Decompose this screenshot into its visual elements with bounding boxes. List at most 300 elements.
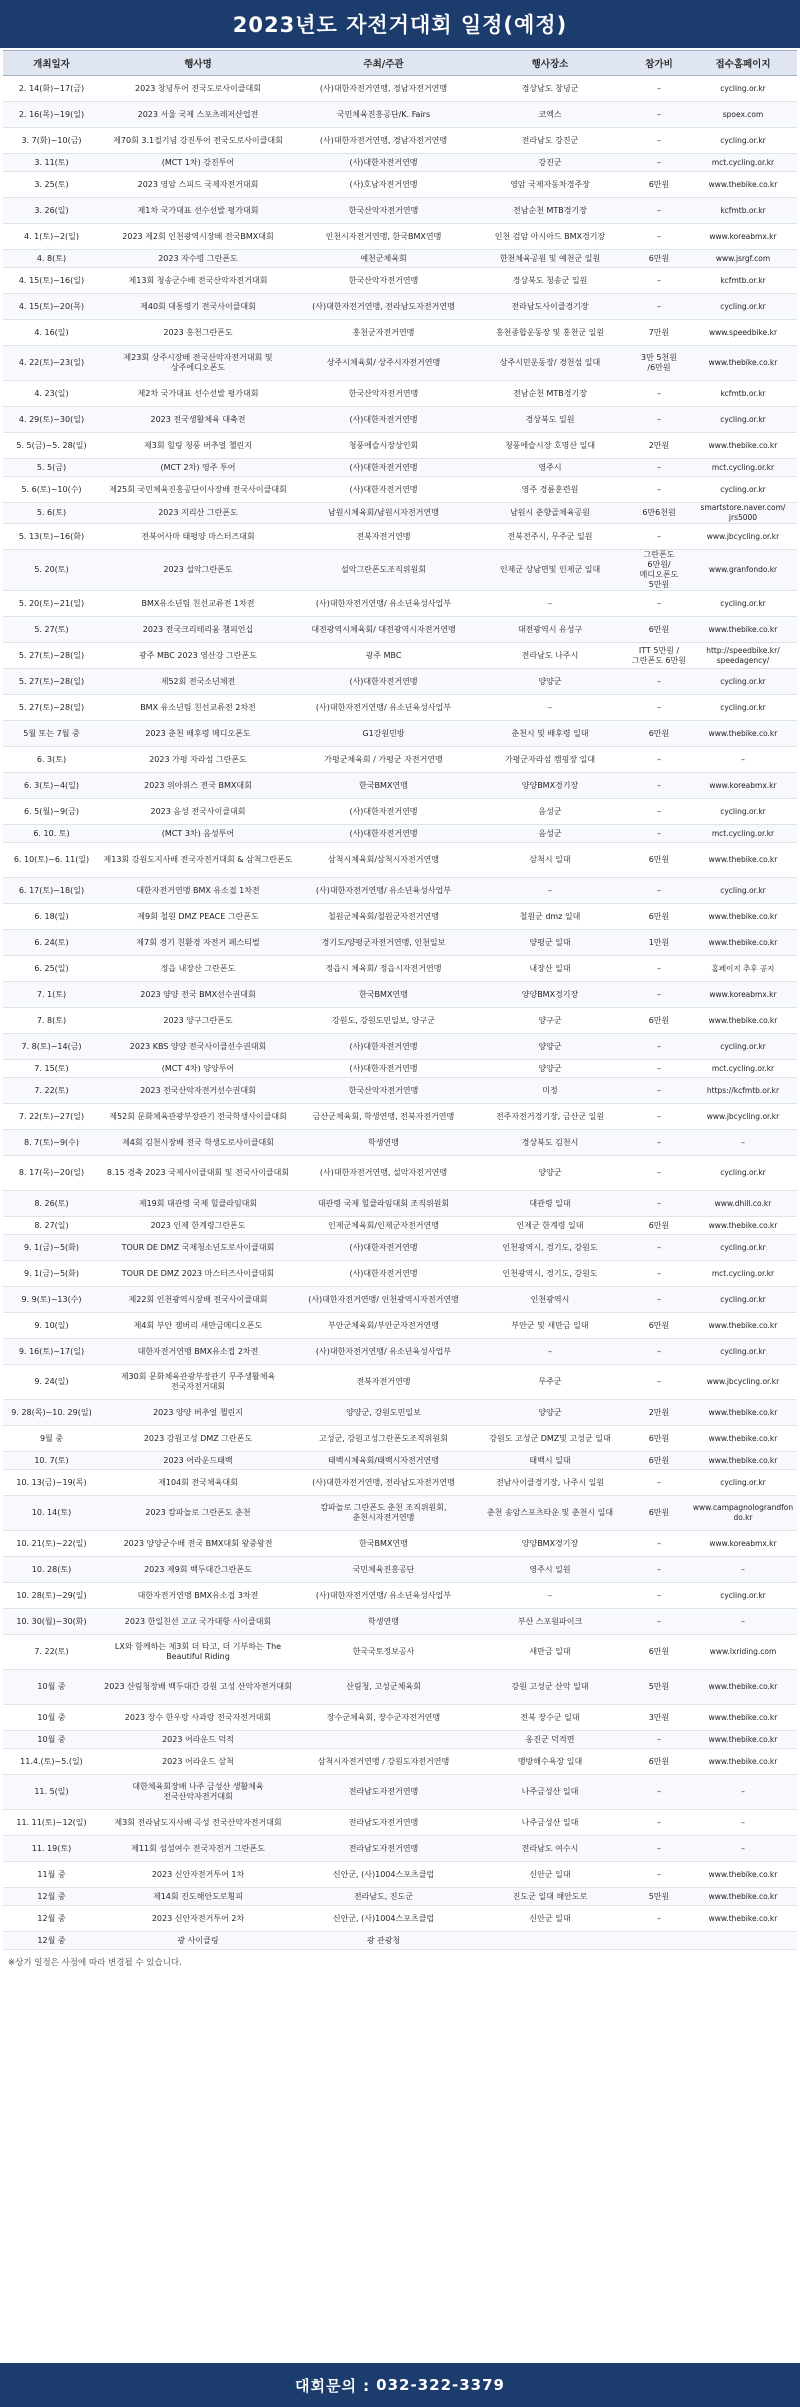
cell-event: LX와 함께하는 제3회 더 타고, 더 기부하는 The Beautiful Riding <box>100 1635 296 1670</box>
cell-event: 2023 강원고성 DMZ 그란폰도 <box>100 1426 296 1452</box>
cell-website[interactable]: www.thebike.co.kr <box>689 1008 797 1034</box>
column-header-fee: 참가비 <box>629 51 689 76</box>
cell-date: 10. 21(토)~22(일) <box>3 1531 100 1557</box>
cell-organizer: 전라남도, 진도군 <box>296 1888 471 1906</box>
cell-date: 9. 1(금)~5(화) <box>3 1261 100 1287</box>
cell-organizer: 전라남도자전거연맹 <box>296 1836 471 1862</box>
cell-website[interactable]: www.thebike.co.kr <box>689 172 797 198</box>
cell-fee: 2만원 <box>629 1400 689 1426</box>
cell-venue: 전남사이클경기장, 나주시 일원 <box>471 1470 629 1496</box>
cell-website[interactable]: www.thebike.co.kr <box>689 433 797 459</box>
cell-event: 2023 어라운드 삼척 <box>100 1749 296 1775</box>
cell-venue: 신안군 일대 <box>471 1906 629 1932</box>
cell-venue: 새만금 일대 <box>471 1635 629 1670</box>
cell-event: (MCT 4차) 양양투어 <box>100 1060 296 1078</box>
cell-fee: – <box>629 407 689 433</box>
cell-event: 대한자전거연맹 BMX유소접 2차전 <box>100 1339 296 1365</box>
cell-website[interactable]: – <box>689 1557 797 1583</box>
cell-website[interactable]: www.koreabmx.kr <box>689 773 797 799</box>
cell-date: 4. 22(토)~23(일) <box>3 346 100 381</box>
cell-event: 대한자전거연맹 BMX유소접 3차전 <box>100 1583 296 1609</box>
cell-website[interactable]: www.thebike.co.kr <box>689 721 797 747</box>
table-row <box>3 591 797 617</box>
cell-date: 11. 11(토)~12(일) <box>3 1810 100 1836</box>
cell-website[interactable]: – <box>689 1609 797 1635</box>
cell-date: 5. 27(토)~28(일) <box>3 695 100 721</box>
cell-date: 4. 15(토)~20(목) <box>3 294 100 320</box>
cell-organizer: (사)대한자전거연맹/ 유소년육성사업부 <box>296 1339 471 1365</box>
cell-website[interactable]: www.thebike.co.kr <box>689 1906 797 1932</box>
cell-event: TOUR DE DMZ 2023 마스터즈사이클대회 <box>100 1261 296 1287</box>
cell-venue: – <box>471 1583 629 1609</box>
cell-website[interactable]: www.granfondo.kr <box>689 550 797 591</box>
cell-website[interactable]: kcfmtb.or.kr <box>689 268 797 294</box>
table-row <box>3 1470 797 1496</box>
cell-website[interactable]: www.jsrgf.com <box>689 250 797 268</box>
cell-website[interactable]: www.thebike.co.kr <box>689 843 797 878</box>
cell-organizer: 홍천군자전거연맹 <box>296 320 471 346</box>
cell-website[interactable]: mct.cycling.or.kr <box>689 825 797 843</box>
cell-venue: 태백시 일대 <box>471 1452 629 1470</box>
cell-website[interactable]: cycling.or.kr <box>689 669 797 695</box>
cell-venue: 양평군 일대 <box>471 930 629 956</box>
cell-organizer: (사)대한자전거연맹/ 유소년육성사업부 <box>296 1583 471 1609</box>
cell-organizer <box>296 1731 471 1749</box>
column-header-event: 행사명 <box>100 51 296 76</box>
cell-date: 5월 또는 7월 중 <box>3 721 100 747</box>
cell-fee: – <box>629 591 689 617</box>
cell-fee: – <box>629 878 689 904</box>
cell-fee: 2만원 <box>629 433 689 459</box>
cell-venue: 부안군 및 새만금 일대 <box>471 1313 629 1339</box>
cell-website[interactable]: www.thebike.co.kr <box>689 1670 797 1705</box>
cell-website[interactable]: – <box>689 1775 797 1810</box>
cell-organizer: 국민체육진흥공단/K. Fairs <box>296 102 471 128</box>
cell-date: 4. 23(일) <box>3 381 100 407</box>
cell-website[interactable]: mct.cycling.or.kr <box>689 1261 797 1287</box>
cell-fee: 3만 5천원 /6만원 <box>629 346 689 381</box>
cell-organizer: 삼척시자전거연맹 / 강원도자전거연맹 <box>296 1749 471 1775</box>
cell-venue: 전주자전거경기장, 금산군 일원 <box>471 1104 629 1130</box>
cell-website[interactable]: – <box>689 1836 797 1862</box>
cell-venue: 전북전주시, 무주군 일원 <box>471 524 629 550</box>
cell-organizer: 대전광역시체육회/ 대전광역시자전거연맹 <box>296 617 471 643</box>
cell-fee: – <box>629 982 689 1008</box>
cell-venue: 영주시 <box>471 459 629 477</box>
cell-organizer: (사)대한자전거연맹, 전라남도자전거연맹 <box>296 1470 471 1496</box>
schedule-table <box>3 50 797 1950</box>
cell-fee: – <box>629 1130 689 1156</box>
cell-fee: 6만원 <box>629 1217 689 1235</box>
cell-venue: 춘천시 및 배후령 일대 <box>471 721 629 747</box>
cell-venue: 신안군 일대 <box>471 1862 629 1888</box>
cell-venue: 삼척시 일대 <box>471 843 629 878</box>
cell-fee: 3만원 <box>629 1705 689 1731</box>
cell-website[interactable]: www.thebike.co.kr <box>689 1217 797 1235</box>
cell-website[interactable]: mct.cycling.or.kr <box>689 459 797 477</box>
schedule-table-wrap <box>0 48 800 1950</box>
table-row <box>3 1862 797 1888</box>
cell-fee: – <box>629 294 689 320</box>
cell-fee: 6만원 <box>629 721 689 747</box>
table-row <box>3 799 797 825</box>
cell-website[interactable]: smartstore.naver.com/ jrs5000 <box>689 503 797 524</box>
table-row <box>3 477 797 503</box>
cell-website[interactable]: www.koreabmx.kr <box>689 982 797 1008</box>
cell-date: 12월 중 <box>3 1932 100 1950</box>
cell-organizer: 전북자전거연맹 <box>296 524 471 550</box>
cell-website[interactable]: www.jbcycling.or.kr <box>689 1104 797 1130</box>
cell-website[interactable]: spoex.com <box>689 102 797 128</box>
cell-website[interactable]: 홈페이지 추후 공지 <box>689 956 797 982</box>
cell-date: 6. 5(월)~9(금) <box>3 799 100 825</box>
cell-organizer: (사)대한자전거연맹/ 유소년육성사업부 <box>296 695 471 721</box>
table-row <box>3 982 797 1008</box>
cell-website[interactable]: cycling.or.kr <box>689 878 797 904</box>
cell-website[interactable]: – <box>689 1130 797 1156</box>
cell-event: 제13회 청송군수배 전국산악자전거대회 <box>100 268 296 294</box>
cell-fee: – <box>629 1339 689 1365</box>
cell-date: 8. 7(토)~9(수) <box>3 1130 100 1156</box>
cell-website[interactable]: www.thebike.co.kr <box>689 617 797 643</box>
cell-fee: 6만원 <box>629 1313 689 1339</box>
table-row <box>3 1078 797 1104</box>
table-row <box>3 172 797 198</box>
cell-fee: 6만원 <box>629 1749 689 1775</box>
cell-fee: – <box>629 102 689 128</box>
contact-label: 대회문의 : <box>294 2376 371 2395</box>
cell-event: 전북어사마 태평양 마스터즈대회 <box>100 524 296 550</box>
table-row <box>3 1313 797 1339</box>
cell-website[interactable]: www.koreabmx.kr <box>689 1531 797 1557</box>
cell-website[interactable]: cycling.or.kr <box>689 1339 797 1365</box>
cell-website[interactable]: www.thebike.co.kr <box>689 1400 797 1426</box>
cell-date: 3. 11(토) <box>3 154 100 172</box>
cell-organizer: 학생연맹 <box>296 1130 471 1156</box>
table-row <box>3 1557 797 1583</box>
cell-event: 2023 창녕투어 전국도로사이클대회 <box>100 76 296 102</box>
table-row <box>3 1731 797 1749</box>
cell-website[interactable]: www.speedbike.kr <box>689 320 797 346</box>
cell-event: BMX 유소년팀 친선교류전 2차전 <box>100 695 296 721</box>
cell-website[interactable]: – <box>689 747 797 773</box>
table-row <box>3 1235 797 1261</box>
cell-date: 10. 7(토) <box>3 1452 100 1470</box>
cell-website[interactable] <box>689 1932 797 1950</box>
table-row <box>3 878 797 904</box>
cell-fee: – <box>629 1235 689 1261</box>
cell-event: 2023 KBS 양양 전국사이클선수권대회 <box>100 1034 296 1060</box>
cell-venue: 양양BMX경기장 <box>471 982 629 1008</box>
table-row <box>3 1130 797 1156</box>
cell-website[interactable]: cycling.or.kr <box>689 591 797 617</box>
cell-organizer: 경기도/양평군자전거연맹, 인천일보 <box>296 930 471 956</box>
cell-website[interactable]: www.thebike.co.kr <box>689 1705 797 1731</box>
cell-venue: 무주군 <box>471 1365 629 1400</box>
cell-organizer: 가평군체육회 / 가평군 자전거연맹 <box>296 747 471 773</box>
cell-event: 제30회 문화체육관광부장관기 무주생활체육 전국자전거대회 <box>100 1365 296 1400</box>
cell-fee: – <box>629 1156 689 1191</box>
cell-venue: – <box>471 1339 629 1365</box>
cell-website[interactable]: cycling.or.kr <box>689 294 797 320</box>
cell-organizer: (사)대한자전거연맹 <box>296 154 471 172</box>
cell-date: 11. 5(일) <box>3 1775 100 1810</box>
cell-date: 11.4.(토)~5.(일) <box>3 1749 100 1775</box>
cell-date: 12월 중 <box>3 1888 100 1906</box>
cell-website[interactable]: cycling.or.kr <box>689 1583 797 1609</box>
table-row <box>3 503 797 524</box>
cell-fee: – <box>629 1557 689 1583</box>
cell-venue: 옹진군 덕적면 <box>471 1731 629 1749</box>
cell-fee: 6만원 <box>629 617 689 643</box>
cell-website[interactable]: mct.cycling.or.kr <box>689 1060 797 1078</box>
cell-organizer: 한국산악자전거연맹 <box>296 268 471 294</box>
cell-fee: – <box>629 76 689 102</box>
cell-event: 2023 설악그란폰도 <box>100 550 296 591</box>
cell-website[interactable]: mct.cycling.or.kr <box>689 154 797 172</box>
table-row <box>3 1426 797 1452</box>
cell-website[interactable]: www.thebike.co.kr <box>689 1452 797 1470</box>
cell-fee <box>629 1932 689 1950</box>
cell-organizer: 한국BMX연맹 <box>296 1531 471 1557</box>
cell-fee: – <box>629 669 689 695</box>
cell-event: 제13회 강원도지사배 전국자전거대회 & 삼척그란폰도 <box>100 843 296 878</box>
cell-date: 9월 중 <box>3 1426 100 1452</box>
cell-website[interactable]: www.thebike.co.kr <box>689 1313 797 1339</box>
table-row <box>3 1496 797 1531</box>
cell-organizer: 부안군체육회/부안군자전거연맹 <box>296 1313 471 1339</box>
cell-event: 제14회 진도해안도로횡피 <box>100 1888 296 1906</box>
cell-fee: – <box>629 1261 689 1287</box>
table-row <box>3 1888 797 1906</box>
cell-fee: – <box>629 1775 689 1810</box>
cell-event: 대한체육회장배 나주 금성산 생활체육 전국산악자전거대회 <box>100 1775 296 1810</box>
cell-venue: 양양BMX경기장 <box>471 773 629 799</box>
cell-fee: – <box>629 1731 689 1749</box>
cell-fee: – <box>629 1078 689 1104</box>
cell-venue: 나주금성산 일대 <box>471 1810 629 1836</box>
table-row <box>3 154 797 172</box>
cell-date: 4. 16(일) <box>3 320 100 346</box>
cell-fee: – <box>629 1862 689 1888</box>
cell-fee: – <box>629 1287 689 1313</box>
table-row <box>3 550 797 591</box>
cell-website[interactable]: cycling.or.kr <box>689 695 797 721</box>
cell-event: 제4회 부안 잼버리 새만금메디오폰도 <box>100 1313 296 1339</box>
header-row <box>3 51 797 76</box>
table-row <box>3 843 797 878</box>
cell-website[interactable]: www.thebike.co.kr <box>689 1426 797 1452</box>
cell-date: 11. 19(토) <box>3 1836 100 1862</box>
cell-event: 제2차 국가대표 선수선발 평가대회 <box>100 381 296 407</box>
cell-website[interactable]: www.jbcycling.or.kr <box>689 1365 797 1400</box>
cell-fee: – <box>629 747 689 773</box>
cell-date: 7. 8(토) <box>3 1008 100 1034</box>
cell-website[interactable]: www.lxriding.com <box>689 1635 797 1670</box>
cell-event: 2023 장수 한우랑 사과랑 전국자전거대회 <box>100 1705 296 1731</box>
table-row <box>3 1156 797 1191</box>
cell-organizer: (사)대한자전거연맹 <box>296 407 471 433</box>
cell-website[interactable]: cycling.or.kr <box>689 1034 797 1060</box>
cell-venue: 영주시 일원 <box>471 1557 629 1583</box>
cell-venue: 경상북도 김천시 <box>471 1130 629 1156</box>
cell-date: 4. 8(토) <box>3 250 100 268</box>
cell-website[interactable]: kcfmtb.or.kr <box>689 381 797 407</box>
table-row <box>3 1339 797 1365</box>
cell-fee: 6만원 <box>629 1452 689 1470</box>
cell-fee: – <box>629 1104 689 1130</box>
cell-organizer: 한국산악자전거연맹 <box>296 381 471 407</box>
cell-organizer: (사)대한자전거연맹, 경남자전거연맹 <box>296 128 471 154</box>
cell-venue: 음성군 <box>471 799 629 825</box>
cell-website[interactable]: cycling.or.kr <box>689 407 797 433</box>
cell-organizer: (사)대한자전거연맹 <box>296 825 471 843</box>
cell-event: 2023 서울 국제 스포츠레저산업전 <box>100 102 296 128</box>
cell-website[interactable]: https://kcfmtb.or.kr <box>689 1078 797 1104</box>
cell-website[interactable]: www.jbcycling.or.kr <box>689 524 797 550</box>
cell-fee: – <box>629 956 689 982</box>
table-row <box>3 1635 797 1670</box>
cell-website[interactable]: www.thebike.co.kr <box>689 1888 797 1906</box>
cell-date: 6. 10(토)~6. 11(일) <box>3 843 100 878</box>
cell-event: 2023 음성 전국사이클대회 <box>100 799 296 825</box>
table-row <box>3 1261 797 1287</box>
cell-website[interactable]: kcfmtb.or.kr <box>689 198 797 224</box>
cell-event: 2023 홍천그란폰도 <box>100 320 296 346</box>
cell-organizer: (사)대한자전거연맹/ 유소년육성사업부 <box>296 878 471 904</box>
table-row <box>3 1400 797 1426</box>
cell-organizer: 정읍시 체육회/ 정읍시자전거연맹 <box>296 956 471 982</box>
cell-venue: 양양군 <box>471 1060 629 1078</box>
cell-organizer: (사)대한자전거연맹 <box>296 1060 471 1078</box>
cell-event: 제23회 상주시장배 전국산악자전거대회 및 상주에디오폰도 <box>100 346 296 381</box>
cell-venue: 맹방해수욕장 일대 <box>471 1749 629 1775</box>
cell-venue: – <box>471 878 629 904</box>
cell-venue: 인천광역시, 경기도, 강원도 <box>471 1235 629 1261</box>
cell-fee: 6만원 <box>629 1008 689 1034</box>
cell-website[interactable]: cycling.or.kr <box>689 1470 797 1496</box>
cell-website[interactable]: cycling.or.kr <box>689 1235 797 1261</box>
cell-venue: 전남순천 MTB경기장 <box>471 381 629 407</box>
cell-fee: – <box>629 524 689 550</box>
cell-event: 제3회 힐링 청풍 버추얼 챌린지 <box>100 433 296 459</box>
cell-organizer: 국민체육진흥공단 <box>296 1557 471 1583</box>
cell-fee: 6만원 <box>629 843 689 878</box>
cell-website[interactable]: cycling.or.kr <box>689 1287 797 1313</box>
cell-organizer: (사)대한자전거연맹, 설악자전거연맹 <box>296 1156 471 1191</box>
cell-venue: 전남순천 MTB경기장 <box>471 198 629 224</box>
cell-venue: 강원 고성군 산악 일대 <box>471 1670 629 1705</box>
cell-venue: 미정 <box>471 1078 629 1104</box>
cell-organizer: 광주 MBC <box>296 643 471 669</box>
cell-website[interactable]: www.thebike.co.kr <box>689 346 797 381</box>
cell-date: 7. 8(토)~14(금) <box>3 1034 100 1060</box>
cell-date: 9. 16(토)~17(일) <box>3 1339 100 1365</box>
page-title: 2023년도 자전거대회 일정(예정) <box>0 0 800 48</box>
cell-venue: 전라남도 여수시 <box>471 1836 629 1862</box>
cell-fee: – <box>629 381 689 407</box>
table-row <box>3 128 797 154</box>
cell-fee: – <box>629 799 689 825</box>
table-row <box>3 320 797 346</box>
cell-venue: 영주 경륜훈련원 <box>471 477 629 503</box>
cell-date: 4. 15(토)~16(일) <box>3 268 100 294</box>
cell-event: 2023 제9회 백두대간그란폰도 <box>100 1557 296 1583</box>
cell-event: 제11회 섬섬여수 전국자전거 그란폰도 <box>100 1836 296 1862</box>
cell-event: 2023 전국생활체육 대축전 <box>100 407 296 433</box>
cell-date: 6. 17(토)~18(일) <box>3 878 100 904</box>
cell-date: 10. 13(금)~19(목) <box>3 1470 100 1496</box>
cell-organizer: 산림청, 고성군체육회 <box>296 1670 471 1705</box>
cell-event: 2023 양구그란폰도 <box>100 1008 296 1034</box>
cell-event: 2023 영암 스피드 국제자전거대회 <box>100 172 296 198</box>
cell-website[interactable]: www.thebike.co.kr <box>689 1731 797 1749</box>
cell-organizer: 신안군, (사)1004스포츠클럽 <box>296 1862 471 1888</box>
table-row <box>3 904 797 930</box>
table-row <box>3 1531 797 1557</box>
cell-date: 8. 27(일) <box>3 1217 100 1235</box>
cell-venue: 전라남도사이클경기장 <box>471 294 629 320</box>
cell-event: BMX유소년팀 친선교류전 1차전 <box>100 591 296 617</box>
cell-website[interactable]: http://speedbike.kr/ speedagency/ <box>689 643 797 669</box>
cell-website[interactable]: cycling.or.kr <box>689 477 797 503</box>
cell-website[interactable]: cycling.or.kr <box>689 128 797 154</box>
table-row <box>3 825 797 843</box>
cell-fee: – <box>629 1836 689 1862</box>
cell-website[interactable]: www.thebike.co.kr <box>689 1862 797 1888</box>
cell-event: 2023 신안자전거투어 2차 <box>100 1906 296 1932</box>
cell-website[interactable]: www.thebike.co.kr <box>689 930 797 956</box>
cell-date: 8. 17(목)~20(일) <box>3 1156 100 1191</box>
cell-website[interactable]: www.campagnolograndfondo.kr <box>689 1496 797 1531</box>
table-row <box>3 102 797 128</box>
cell-event: 2023 전국크리테리움 챔피언십 <box>100 617 296 643</box>
cell-website[interactable]: www.dhill.co.kr <box>689 1191 797 1217</box>
cell-website[interactable]: www.thebike.co.kr <box>689 904 797 930</box>
cell-website[interactable]: – <box>689 1810 797 1836</box>
cell-website[interactable]: cycling.or.kr <box>689 76 797 102</box>
cell-venue: 인제군 한계령 일대 <box>471 1217 629 1235</box>
column-header-organizer: 주최/주관 <box>296 51 471 76</box>
table-row <box>3 433 797 459</box>
cell-organizer: 인천시자전거연맹, 한국BMX연맹 <box>296 224 471 250</box>
cell-organizer: (사)호남자전거연맹 <box>296 172 471 198</box>
cell-event: 제9회 철원 DMZ PEACE 그란폰도 <box>100 904 296 930</box>
table-row <box>3 1836 797 1862</box>
cell-date: 9. 9(토)~13(수) <box>3 1287 100 1313</box>
cell-fee: – <box>629 268 689 294</box>
cell-venue: 부산 스포원파이크 <box>471 1609 629 1635</box>
cell-venue: 양양군 <box>471 1400 629 1426</box>
cell-venue: 영암 국제자동차경주장 <box>471 172 629 198</box>
cell-venue: 경상북도 일원 <box>471 407 629 433</box>
cell-event: 2023 지리산 그란폰도 <box>100 503 296 524</box>
cell-date: 10월 중 <box>3 1731 100 1749</box>
cell-date: 7. 1(토) <box>3 982 100 1008</box>
cell-date: 3. 7(화)~10(금) <box>3 128 100 154</box>
cell-website[interactable]: www.thebike.co.kr <box>689 1749 797 1775</box>
cell-organizer: 전라남도자전거연맹 <box>296 1810 471 1836</box>
contact-phone: 032-322-3379 <box>376 2376 505 2394</box>
cell-website[interactable]: www.koreabmx.kr <box>689 224 797 250</box>
cell-website[interactable]: cycling.or.kr <box>689 1156 797 1191</box>
cell-date: 9. 24(일) <box>3 1365 100 1400</box>
cell-venue: 인천 검암 아시아드 BMX경기장 <box>471 224 629 250</box>
cell-venue: 나주금성산 일대 <box>471 1775 629 1810</box>
cell-organizer: 고성군, 강원고성그란폰도조직위원회 <box>296 1426 471 1452</box>
cell-venue: 대관령 일대 <box>471 1191 629 1217</box>
cell-website[interactable]: cycling.or.kr <box>689 799 797 825</box>
